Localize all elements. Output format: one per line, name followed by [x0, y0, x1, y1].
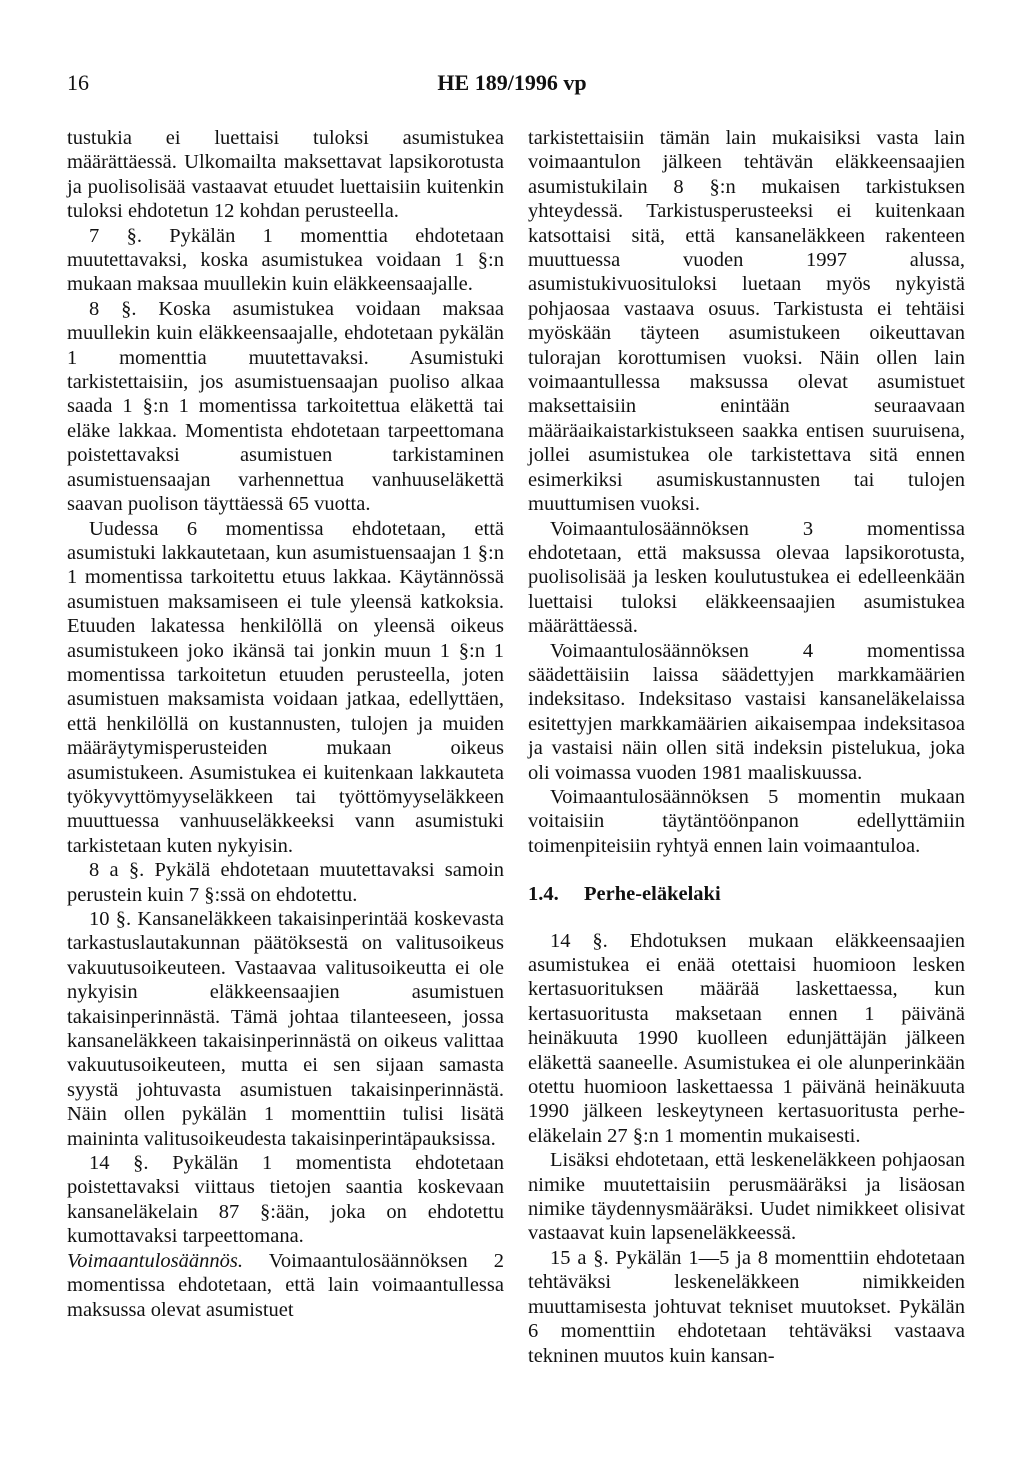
- right-column: [528, 126, 965, 1368]
- paragraph: tarkistettaisiin tämän lain mukaisiksi vasta lain voimaantulon jälkeen tehtävän eläkkeensaajien asumistukilain 8 §:n mukaisen tarkistuksen yhteydessä. Tarkistusperusteeksi ei kuitenkaan katsottaisi sitä, että kansaneläkkeen rakenteen muuttuessa vuoden 1997 alussa, asumistukivuosituloksi luetaan myös nykyistä pohjaosaa vastaava osuus. Tarkistusta ei tehtäisi myöskään täyteen asumistukeen oikeuttavan tulorajan korottumisen vuoksi. Näin ollen lain voimaantullessa maksussa olevat asumistuet maksettaisiin enintään seuraavaan määräaikaistarkistukseen saakka entisen suuruisena, jollei asumistukea ole tarkistettava sitä ennen esimerkiksi asumiskustannusten tai tulojen muuttumisen vuoksi.: [528, 127, 965, 516]
- paragraph: 7 §. Pykälän 1 momenttia ehdotetaan muutettavaksi, koska asumistukea voidaan 1 §:n mukaan maksaa muullekin kuin eläkkeensaajalle.: [67, 224, 504, 296]
- paragraph: Voimaantulosäännöksen 5 momentin mukaan voitaisiin täytäntöönpanon edellyttämiin toimenpiteisiin ryhtyä ennen lain voimaantuloa.: [528, 785, 965, 857]
- section-number: 1.4.: [528, 883, 559, 906]
- paragraph: [67, 1249, 504, 1322]
- paragraph: tustukia ei luettaisi tuloksi asumistukea määrättäessä. Ulkomailta maksettavat lapsikorotusta ja puolisolisää vastaavat etuudet luettaisiin kuitenkin tuloksi ehdotetun 12 kohdan perusteella.: [67, 127, 504, 223]
- paragraph: 8 §. Koska asumistukea voidaan maksaa muullekin kuin eläkkeensaajalle, ehdotetaan pykälän 1 momenttia muutettavaksi. Asumistuki tarkistettaisiin, jos asumistuensaajan puoliso alkaa saada 1 §:n 1 momentissa tarkoitettua eläkettä tai eläke lakkaa. Momentista ehdotetaan tarpeettomana poistettavaksi asumistuen tarkistaminen asumistuensaajan varhennettua vanhuuseläkettä saavan puolison täyttäessä 65 vuotta.: [67, 297, 504, 516]
- paragraph: 14 §. Ehdotuksen mukaan eläkkeensaajien asumistukea ei enää otettaisi huomioon lesken kertasuorituksen määrää laskettaessa, kun kertasuoritusta maksetaan ennen 1 päivänä heinäkuuta 1990 kuolleen edunjättäjän jälkeen eläkettä saaneelle. Asumistukea ei ole alunperinkään otettu huomioon laskettaessa 1 päivänä heinäkuuta 1990 jälkeen leskeytyneen kertasuoritusta perhe-eläkelain 27 §:n 1 momentin mukaisesti.: [528, 929, 965, 1147]
- paragraph: Uudessa 6 momentissa ehdotetaan, että asumistuki lakkautetaan, kun asumistuensaajan 1 §:n 1 momentissa tarkoitettu etuus lakkaa. Käytännössä asumistuen maksamiseen ei tule yleensä katkoksia. Etuuden lakatessa henkilöllä on yleensä oikeus asumistukeen joko ikänsä tai jonkin muun 1 §:n 1 momentissa tarkoitetun etuuden perusteella, joten asumistuen maksamista voidaan jatkaa, edellyttäen, että henkilöllä on kustannusten, tulojen ja muiden määräytymisperusteiden mukaan oikeus asumistukeen. Asumistukea ei kuitenkaan lakkauteta työkyvyttömyyseläkkeen tai työttömyyseläkkeen muuttuessa vanhuuseläkkeeksi vann asumistuki tarkistetaan kuten nykyisin.: [67, 517, 504, 857]
- page-number: 16: [67, 70, 89, 95]
- document-id: HE 189/1996 vp: [437, 70, 587, 95]
- section-heading: [528, 882, 965, 906]
- paragraph: 14 §. Pykälän 1 momentista ehdotetaan poistettavaksi viittaus tietojen saantia koskevaan kansaneläkelain 87 §:ään, joka on ehdotettu kumottavaksi tarpeettomana.: [67, 1152, 504, 1248]
- paragraph: 10 §. Kansaneläkkeen takaisinperintää koskevasta tarkastuslautakunnan päätöksestä on valitusoikeus vakuutusoikeuteen. Vastaavaa valitusoikeutta ei ole nykyisin eläkkeensaajien asumistuen takaisinperinnästä. Tämä johtaa tilanteeseen, jossa kansaneläkkeen takaisinperinnästä on oikeus valittaa vakuutusoikeuteen, mutta ei sen sijaan samasta syystä johtuvasta asumistuen takaisinperinnästä. Näin ollen pykälän 1 momenttiin tulisi lisätä maininta valitusoikeudesta takaisinperintäpauksissa.: [67, 908, 504, 1150]
- italic-lead: Voimaantulosäännös.: [67, 1249, 243, 1272]
- section-title: Perhe-eläkelaki: [584, 883, 721, 906]
- left-column: [67, 126, 504, 1322]
- paragraph: Lisäksi ehdotetaan, että leskeneläkkeen pohjaosan nimike muutettaisiin perusmääräksi ja lisäosan nimike täydennysmääräksi. Uudet nimikkeet olisivat vastaavat kuin lapseneläkkeessä.: [528, 1149, 965, 1245]
- paragraph: Voimaantulosäännöksen 4 momentissa säädettäisiin laissa säädettyjen markkamäärien indeksitaso. Indeksitaso vastaisi kansaneläkelaissa esitettyjen markkamäärien aikaisempaa indeksitasoa ja vastaisi näin ollen sitä indeksin pistelukua, joka oli voimassa vuoden 1981 maaliskuussa.: [528, 639, 965, 784]
- paragraph: Voimaantulosäännöksen 3 momentissa ehdotetaan, että maksussa olevaa lapsikorotusta, puolisolisää ja lesken koulutustukea ei edelleenkään luettaisi tuloksi eläkkeensaajien asumistukea määrättäessä.: [528, 517, 965, 638]
- paragraph: 8 a §. Pykälä ehdotetaan muutettavaksi samoin perustein kuin 7 §:ssä on ehdotettu.: [67, 859, 504, 906]
- paragraph: 15 a §. Pykälän 1—5 ja 8 momenttiin ehdotetaan tehtäväksi leskeneläkkeen nimikkeiden muuttamisesta johtuvat tekniset muutokset. Pykälän 6 momenttiin ehdotetaan tehtäväksi vastaava tekninen muutos kuin kansan-: [528, 1246, 965, 1367]
- paragraph-text: Voimaantulosäännöksen 2 momentissa ehdotetaan, että lain voimaantullessa maksussa olevat asumistuet: [67, 1249, 504, 1321]
